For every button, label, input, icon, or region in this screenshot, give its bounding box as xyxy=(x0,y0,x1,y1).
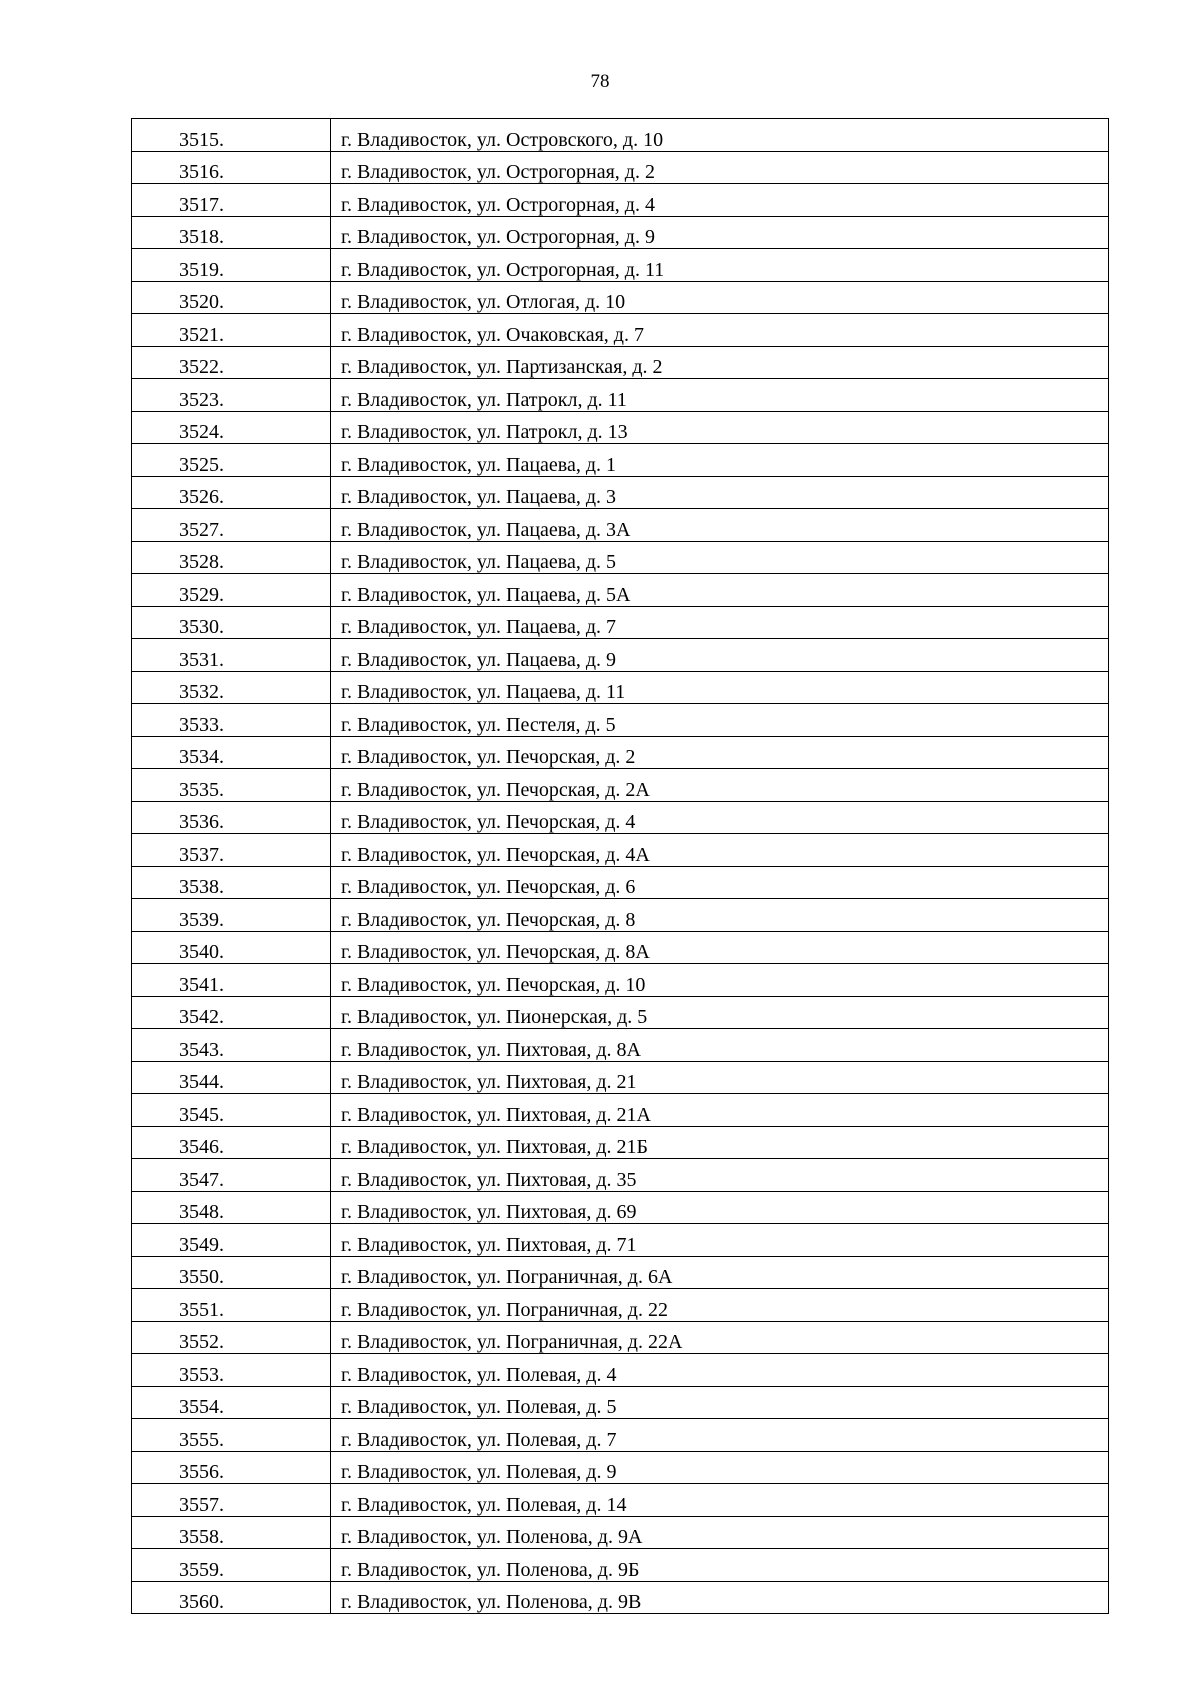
row-address: г. Владивосток, ул. Очаковская, д. 7 xyxy=(331,314,1109,347)
table-row xyxy=(132,1159,1109,1192)
row-number: 3552. xyxy=(132,1321,331,1354)
table-row xyxy=(132,249,1109,282)
table-row xyxy=(132,1549,1109,1582)
row-number: 3554. xyxy=(132,1386,331,1419)
row-address: г. Владивосток, ул. Пихтовая, д. 8А xyxy=(331,1029,1109,1062)
table-row xyxy=(132,1516,1109,1549)
table-row xyxy=(132,119,1109,152)
row-address: г. Владивосток, ул. Пионерская, д. 5 xyxy=(331,996,1109,1029)
row-address: г. Владивосток, ул. Полевая, д. 7 xyxy=(331,1419,1109,1452)
row-number: 3559. xyxy=(132,1549,331,1582)
row-number: 3542. xyxy=(132,996,331,1029)
row-number: 3532. xyxy=(132,671,331,704)
row-address: г. Владивосток, ул. Печорская, д. 4А xyxy=(331,834,1109,867)
table-row xyxy=(132,1256,1109,1289)
row-address: г. Владивосток, ул. Пограничная, д. 6А xyxy=(331,1256,1109,1289)
table-row xyxy=(132,1484,1109,1517)
address-table-body xyxy=(132,119,1109,1614)
row-number: 3537. xyxy=(132,834,331,867)
table-row xyxy=(132,1061,1109,1094)
table-row xyxy=(132,151,1109,184)
row-address: г. Владивосток, ул. Пацаева, д. 11 xyxy=(331,671,1109,704)
row-number: 3522. xyxy=(132,346,331,379)
table-row xyxy=(132,379,1109,412)
row-address: г. Владивосток, ул. Полевая, д. 5 xyxy=(331,1386,1109,1419)
table-row xyxy=(132,1581,1109,1614)
table-row xyxy=(132,476,1109,509)
row-number: 3515. xyxy=(132,119,331,152)
row-number: 3524. xyxy=(132,411,331,444)
row-address: г. Владивосток, ул. Печорская, д. 10 xyxy=(331,964,1109,997)
row-number: 3539. xyxy=(132,899,331,932)
row-number: 3531. xyxy=(132,639,331,672)
table-row xyxy=(132,411,1109,444)
row-number: 3547. xyxy=(132,1159,331,1192)
row-address: г. Владивосток, ул. Пацаева, д. 9 xyxy=(331,639,1109,672)
row-address: г. Владивосток, ул. Партизанская, д. 2 xyxy=(331,346,1109,379)
table-row xyxy=(132,931,1109,964)
table-row xyxy=(132,1451,1109,1484)
table-row xyxy=(132,834,1109,867)
row-address: г. Владивосток, ул. Пацаева, д. 1 xyxy=(331,444,1109,477)
row-address: г. Владивосток, ул. Полевая, д. 9 xyxy=(331,1451,1109,1484)
row-number: 3549. xyxy=(132,1224,331,1257)
row-address: г. Владивосток, ул. Пограничная, д. 22 xyxy=(331,1289,1109,1322)
table-row xyxy=(132,1419,1109,1452)
table-row xyxy=(132,1321,1109,1354)
table-row xyxy=(132,444,1109,477)
row-address: г. Владивосток, ул. Острогорная, д. 9 xyxy=(331,216,1109,249)
row-address: г. Владивосток, ул. Пестеля, д. 5 xyxy=(331,704,1109,737)
row-address: г. Владивосток, ул. Печорская, д. 6 xyxy=(331,866,1109,899)
table-row xyxy=(132,964,1109,997)
page-number: 78 xyxy=(590,71,610,92)
row-number: 3525. xyxy=(132,444,331,477)
row-number: 3534. xyxy=(132,736,331,769)
row-number: 3543. xyxy=(132,1029,331,1062)
row-address: г. Владивосток, ул. Острогорная, д. 4 xyxy=(331,184,1109,217)
row-address: г. Владивосток, ул. Полевая, д. 4 xyxy=(331,1354,1109,1387)
row-address: г. Владивосток, ул. Пихтовая, д. 71 xyxy=(331,1224,1109,1257)
row-number: 3521. xyxy=(132,314,331,347)
table-row xyxy=(132,769,1109,802)
row-number: 3544. xyxy=(132,1061,331,1094)
row-address: г. Владивосток, ул. Пацаева, д. 7 xyxy=(331,606,1109,639)
row-number: 3557. xyxy=(132,1484,331,1517)
table-row xyxy=(132,314,1109,347)
row-number: 3555. xyxy=(132,1419,331,1452)
address-table xyxy=(131,118,1109,1614)
row-number: 3516. xyxy=(132,151,331,184)
row-address: г. Владивосток, ул. Поленова, д. 9В xyxy=(331,1581,1109,1614)
row-address: г. Владивосток, ул. Отлогая, д. 10 xyxy=(331,281,1109,314)
row-number: 3526. xyxy=(132,476,331,509)
row-number: 3551. xyxy=(132,1289,331,1322)
table-row xyxy=(132,1191,1109,1224)
row-address: г. Владивосток, ул. Печорская, д. 2 xyxy=(331,736,1109,769)
table-row xyxy=(132,996,1109,1029)
table-row xyxy=(132,866,1109,899)
row-number: 3528. xyxy=(132,541,331,574)
table-row xyxy=(132,736,1109,769)
table-row xyxy=(132,801,1109,834)
table-row xyxy=(132,1224,1109,1257)
row-number: 3560. xyxy=(132,1581,331,1614)
table-row xyxy=(132,606,1109,639)
row-address: г. Владивосток, ул. Острогорная, д. 2 xyxy=(331,151,1109,184)
table-row xyxy=(132,574,1109,607)
table-row xyxy=(132,899,1109,932)
table-row xyxy=(132,704,1109,737)
row-address: г. Владивосток, ул. Полевая, д. 14 xyxy=(331,1484,1109,1517)
table-row xyxy=(132,1289,1109,1322)
row-number: 3546. xyxy=(132,1126,331,1159)
row-number: 3548. xyxy=(132,1191,331,1224)
row-number: 3527. xyxy=(132,509,331,542)
table-row xyxy=(132,509,1109,542)
table-row xyxy=(132,1386,1109,1419)
row-address: г. Владивосток, ул. Поленова, д. 9А xyxy=(331,1516,1109,1549)
row-address: г. Владивосток, ул. Острогорная, д. 11 xyxy=(331,249,1109,282)
row-address: г. Владивосток, ул. Патрокл, д. 11 xyxy=(331,379,1109,412)
row-address: г. Владивосток, ул. Пихтовая, д. 21 xyxy=(331,1061,1109,1094)
table-row xyxy=(132,541,1109,574)
row-address: г. Владивосток, ул. Печорская, д. 8А xyxy=(331,931,1109,964)
row-number: 3517. xyxy=(132,184,331,217)
row-address: г. Владивосток, ул. Пацаева, д. 3А xyxy=(331,509,1109,542)
row-address: г. Владивосток, ул. Пихтовая, д. 21Б xyxy=(331,1126,1109,1159)
table-row xyxy=(132,184,1109,217)
row-number: 3533. xyxy=(132,704,331,737)
row-number: 3538. xyxy=(132,866,331,899)
table-row xyxy=(132,281,1109,314)
table-row xyxy=(132,1094,1109,1127)
table-row xyxy=(132,1029,1109,1062)
row-number: 3558. xyxy=(132,1516,331,1549)
row-number: 3520. xyxy=(132,281,331,314)
table-row xyxy=(132,639,1109,672)
row-address: г. Владивосток, ул. Пихтовая, д. 21А xyxy=(331,1094,1109,1127)
row-address: г. Владивосток, ул. Патрокл, д. 13 xyxy=(331,411,1109,444)
row-number: 3540. xyxy=(132,931,331,964)
row-number: 3536. xyxy=(132,801,331,834)
row-number: 3550. xyxy=(132,1256,331,1289)
row-address: г. Владивосток, ул. Пацаева, д. 5А xyxy=(331,574,1109,607)
row-number: 3529. xyxy=(132,574,331,607)
row-address: г. Владивосток, ул. Пацаева, д. 3 xyxy=(331,476,1109,509)
row-number: 3523. xyxy=(132,379,331,412)
row-address: г. Владивосток, ул. Островского, д. 10 xyxy=(331,119,1109,152)
row-number: 3541. xyxy=(132,964,331,997)
row-address: г. Владивосток, ул. Пограничная, д. 22А xyxy=(331,1321,1109,1354)
table-row xyxy=(132,671,1109,704)
row-address: г. Владивосток, ул. Печорская, д. 4 xyxy=(331,801,1109,834)
row-number: 3535. xyxy=(132,769,331,802)
row-address: г. Владивосток, ул. Пихтовая, д. 69 xyxy=(331,1191,1109,1224)
row-number: 3519. xyxy=(132,249,331,282)
row-number: 3530. xyxy=(132,606,331,639)
table-row xyxy=(132,1354,1109,1387)
row-address: г. Владивосток, ул. Пацаева, д. 5 xyxy=(331,541,1109,574)
table-row xyxy=(132,1126,1109,1159)
row-address: г. Владивосток, ул. Поленова, д. 9Б xyxy=(331,1549,1109,1582)
row-number: 3545. xyxy=(132,1094,331,1127)
row-address: г. Владивосток, ул. Печорская, д. 8 xyxy=(331,899,1109,932)
row-number: 3556. xyxy=(132,1451,331,1484)
row-address: г. Владивосток, ул. Печорская, д. 2А xyxy=(331,769,1109,802)
row-number: 3553. xyxy=(132,1354,331,1387)
row-number: 3518. xyxy=(132,216,331,249)
row-address: г. Владивосток, ул. Пихтовая, д. 35 xyxy=(331,1159,1109,1192)
table-row xyxy=(132,346,1109,379)
table-row xyxy=(132,216,1109,249)
